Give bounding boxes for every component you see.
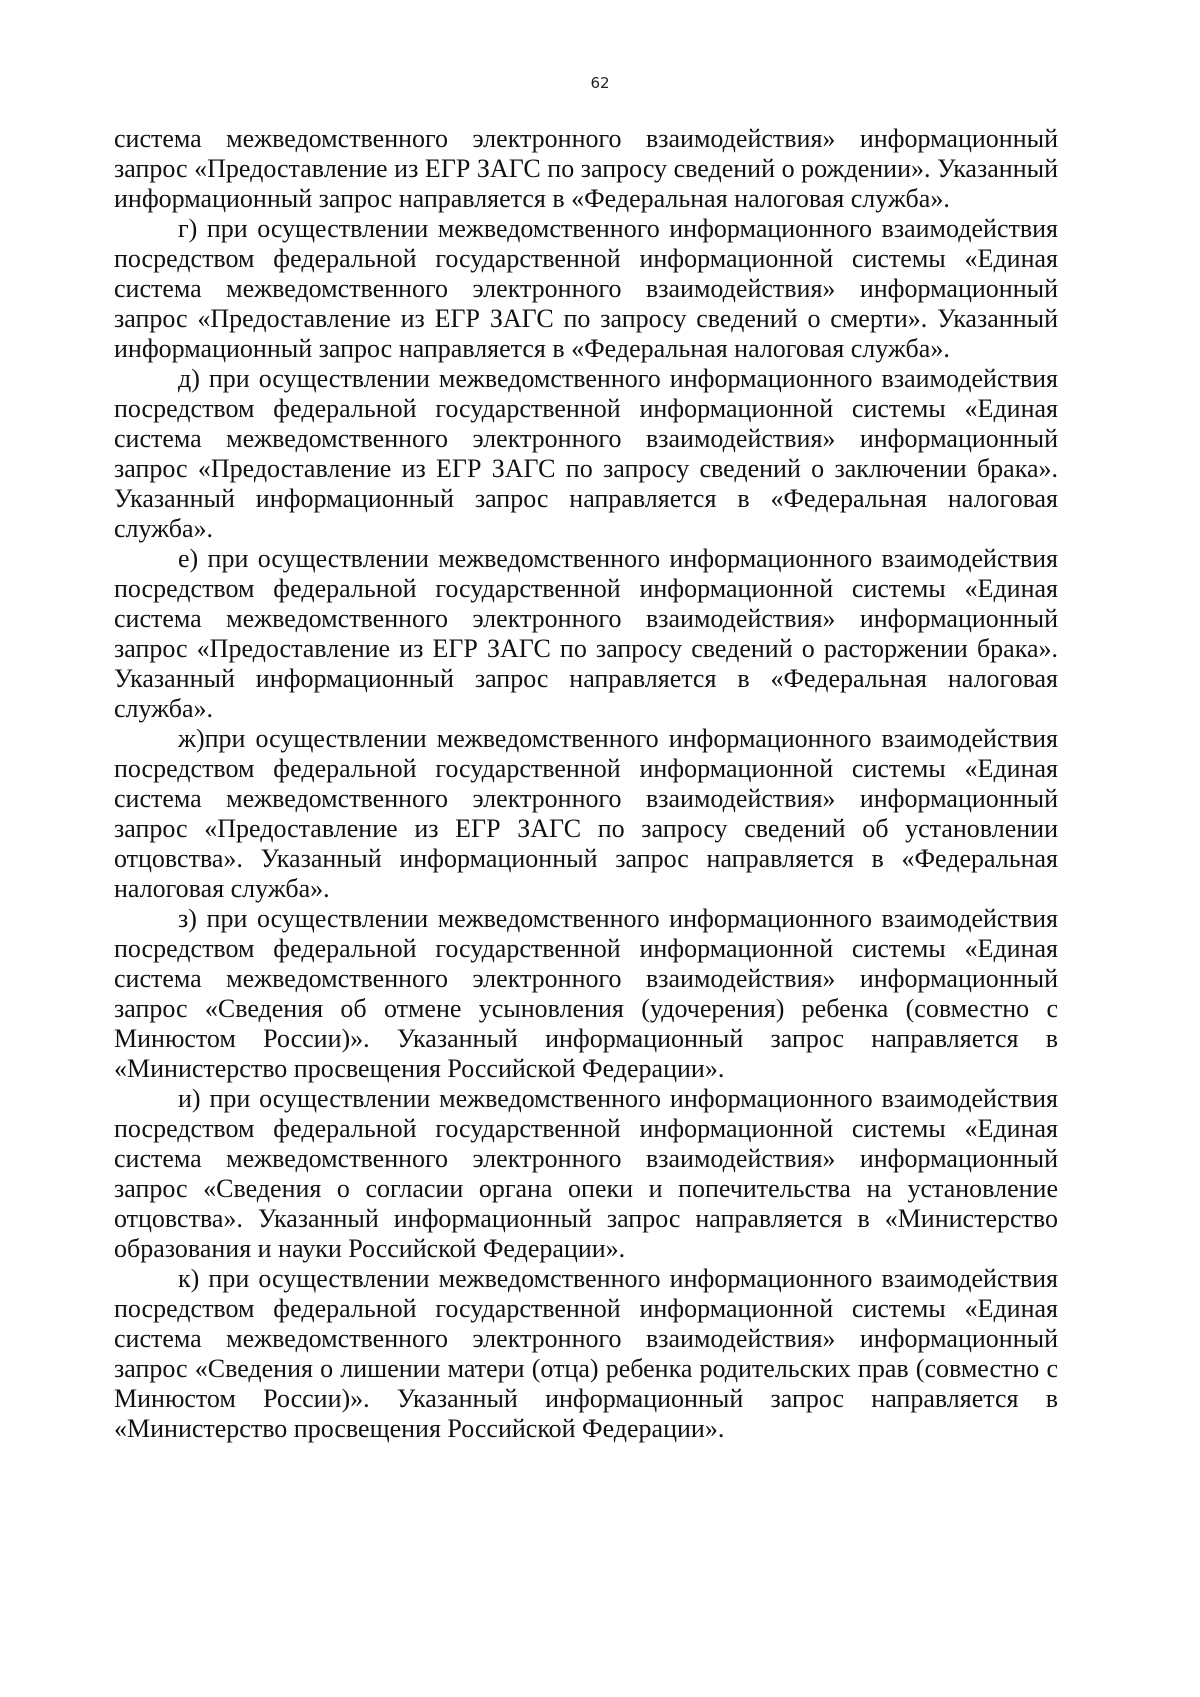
paragraph-item-k: к) при осуществлении межведомственного информационного взаимодействия посредством федеральной государственной информационной системы «Единая система межведомственного электронного взаимодействия» информационный запрос «Сведения о лишении матери (отца) ребенка родительских прав (совместно с Минюстом России)». Указанный информационный запрос направляется в «Министерство просвещения Российской Федерации».: [114, 1264, 1058, 1443]
paragraph-item-zh: ж)при осуществлении межведомственного информационного взаимодействия посредством федеральной государственной информационной системы «Единая система межведомственного электронного взаимодействия» информационный запрос «Предоставление из ЕГР ЗАГС по запросу сведений об установлении отцовства». Указанный информационный запрос направляется в «Федеральная налоговая служба».: [114, 724, 1058, 903]
document-body: [114, 124, 1058, 1444]
paragraph-item-g: г) при осуществлении межведомственного информационного взаимодействия посредством федеральной государственной информационной системы «Единая система межведомственного электронного взаимодействия» информационный запрос «Предоставление из ЕГР ЗАГС по запросу сведений о смерти». Указанный информационный запрос направляется в «Федеральная налоговая служба».: [114, 214, 1058, 363]
paragraph-item-i: и) при осуществлении межведомственного информационного взаимодействия посредством федеральной государственной информационной системы «Единая система межведомственного электронного взаимодействия» информационный запрос «Сведения о согласии органа опеки и попечительства на установление отцовства». Указанный информационный запрос направляется в «Министерство образования и науки Российской Федерации».: [114, 1084, 1058, 1263]
paragraph-item-d: д) при осуществлении межведомственного информационного взаимодействия посредством федеральной государственной информационной системы «Единая система межведомственного электронного взаимодействия» информационный запрос «Предоставление из ЕГР ЗАГС по запросу сведений о заключении брака». Указанный информационный запрос направляется в «Федеральная налоговая служба».: [114, 364, 1058, 543]
page-number: 62: [590, 74, 610, 92]
paragraph-item-e: е) при осуществлении межведомственного информационного взаимодействия посредством федеральной государственной информационной системы «Единая система межведомственного электронного взаимодействия» информационный запрос «Предоставление из ЕГР ЗАГС по запросу сведений о расторжении брака». Указанный информационный запрос направляется в «Федеральная налоговая служба».: [114, 544, 1058, 723]
paragraph-continuation: система межведомственного электронного взаимодействия» информационный запрос «Предоставление из ЕГР ЗАГС по запросу сведений о рождении». Указанный информационный запрос направляется в «Федеральная налоговая служба».: [114, 124, 1058, 213]
paragraph-item-z: з) при осуществлении межведомственного информационного взаимодействия посредством федеральной государственной информационной системы «Единая система межведомственного электронного взаимодействия» информационный запрос «Сведения об отмене усыновления (удочерения) ребенка (совместно с Минюстом России)». Указанный информационный запрос направляется в «Министерство просвещения Российской Федерации».: [114, 904, 1058, 1083]
